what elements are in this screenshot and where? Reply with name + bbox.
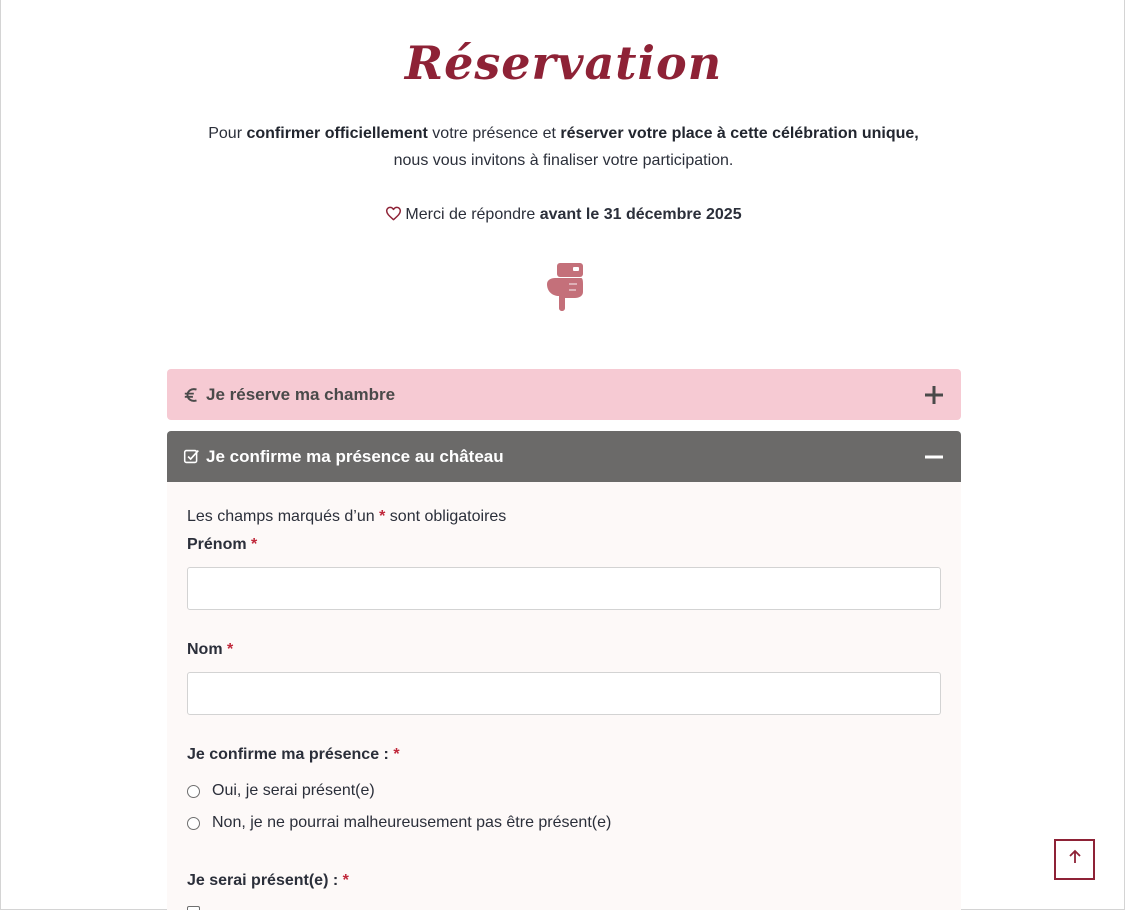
- deadline-prefix: Merci de répondre: [405, 206, 540, 223]
- arrow-up-icon: [1067, 849, 1083, 870]
- checkbox-icon: [183, 448, 201, 465]
- presence-option-yes[interactable]: [187, 782, 375, 800]
- required-note-prefix: Les champs marqués d’un: [187, 508, 380, 525]
- firstname-label: [187, 536, 257, 554]
- accordion-room-label: Je réserve ma chambre: [206, 384, 396, 404]
- pointing-down-hand-icon: [543, 262, 585, 314]
- intro-line-2: nous vous invitons à finaliser votre participation.: [393, 152, 734, 169]
- plus-icon[interactable]: [923, 384, 945, 406]
- presence-option-yes-label: Oui, je serai présent(e): [212, 782, 375, 799]
- firstname-required-star: *: [251, 536, 258, 553]
- intro-text: [1, 120, 1125, 174]
- intro-bold-1: confirmer officiellement: [246, 125, 428, 142]
- required-fields-note: [187, 508, 506, 526]
- euro-icon: [183, 386, 201, 404]
- attendance-label-text: Je serai présent(e) :: [187, 872, 339, 889]
- presence-option-no[interactable]: [187, 814, 611, 832]
- intro-text-2: votre présence et: [427, 125, 561, 142]
- presence-question-label: [187, 746, 400, 764]
- lastname-label-text: Nom: [187, 641, 223, 658]
- heart-icon: [385, 206, 402, 226]
- radio-no[interactable]: [187, 817, 200, 830]
- deadline-date: avant le 31 décembre 2025: [539, 206, 742, 223]
- deadline-notice: [1, 206, 1125, 226]
- intro-text-1: Pour: [208, 125, 247, 142]
- intro-bold-2: réserver votre place à cette célébration unique,: [560, 125, 919, 142]
- required-star: *: [379, 508, 386, 525]
- radio-yes[interactable]: [187, 785, 200, 798]
- page-title: Réservation: [404, 36, 723, 90]
- lastname-label: [187, 641, 233, 659]
- presence-form-panel: [167, 482, 961, 910]
- firstname-label-text: Prénom: [187, 536, 247, 553]
- accordion-presence-header[interactable]: [167, 431, 961, 482]
- required-note-suffix: sont obligatoires: [385, 508, 507, 525]
- scroll-top-button[interactable]: [1054, 839, 1095, 880]
- presence-question-text: Je confirme ma présence :: [187, 746, 389, 763]
- attendance-label: [187, 872, 349, 890]
- lastname-required-star: *: [227, 641, 234, 658]
- presence-required-star: *: [393, 746, 400, 763]
- accordion-room-header[interactable]: [167, 369, 961, 420]
- presence-option-no-label: Non, je ne pourrai malheureusement pas être présent(e): [212, 814, 612, 831]
- attendance-required-star: *: [342, 872, 349, 889]
- attendance-checkbox[interactable]: [187, 906, 200, 910]
- firstname-input[interactable]: [187, 567, 941, 610]
- lastname-input[interactable]: [187, 672, 941, 715]
- minus-icon[interactable]: [923, 446, 945, 468]
- accordion-presence-label: Je confirme ma présence au château: [206, 446, 504, 466]
